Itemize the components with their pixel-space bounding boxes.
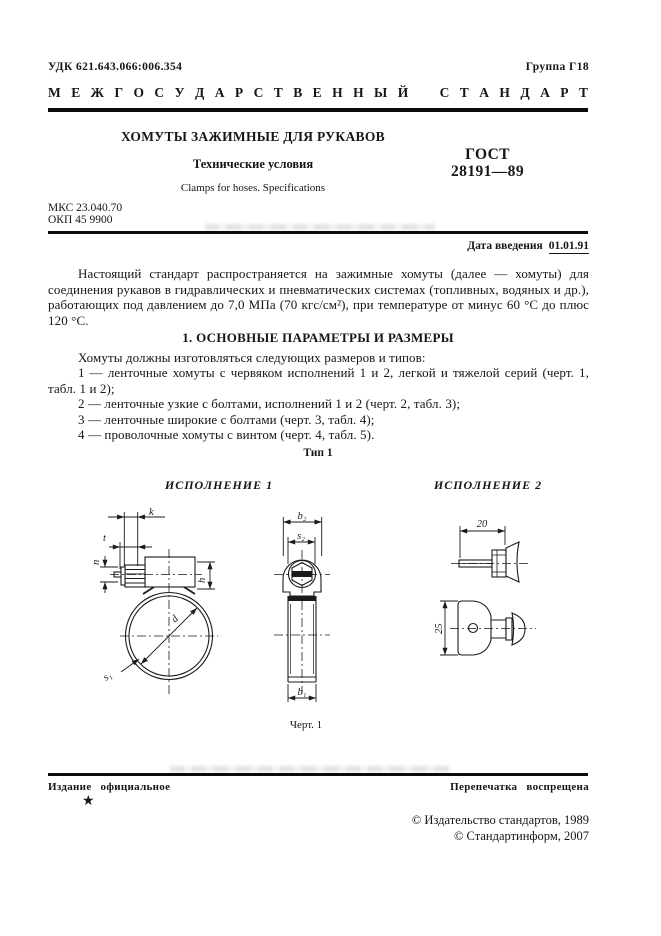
gost-designation-number: 28191—89: [451, 163, 524, 180]
udk-code: УДК 621.643.066:006.354: [48, 61, 183, 73]
mks-code: МКС 23.040.70: [48, 202, 123, 214]
screw-collar: [121, 567, 125, 585]
cap-front-view: [512, 613, 525, 645]
dim-label-n: n: [91, 559, 102, 565]
dim-label-s1: s₁: [101, 669, 115, 684]
worm-screw: [125, 565, 145, 587]
clamp-type-item-1: 1 — ленточные хомуты с червяком исполнений 1 и 2, легкой и тяжелой серий (черт. 1, табл. 1 и 2);: [48, 365, 589, 396]
top-rule: [48, 108, 588, 112]
scan-ghost-smudge: [170, 766, 450, 772]
dim-label-s2: s₂: [297, 531, 305, 542]
clamp-type-item-4: 4 — проволочные хомуты с винтом (черт. 4, табл. 5).: [78, 427, 375, 443]
enactment-date-label: Дата введения: [467, 240, 543, 252]
wing-head-front-view: [458, 601, 491, 655]
dim-label-25: 25: [434, 623, 445, 634]
section-lead: Хомуты должны изготовляться следующих размеров и типов:: [78, 350, 426, 365]
scan-ghost-smudge: [205, 224, 435, 230]
standard-kind-heading: М Е Ж Г О С У Д А Р С Т В Е Н Н Ы Й С Т А Н Д А Р Т: [48, 85, 588, 100]
clamp-type-item-2: 2 — ленточные узкие с болтами, исполнений 1 и 2 (черт. 2, табл. 3);: [78, 396, 461, 412]
okp-code: ОКП 45 9900: [48, 214, 113, 226]
dim-label-k: k: [149, 507, 154, 518]
document-title: ХОМУТЫ ЗАЖИМНЫЕ ДЛЯ РУКАВОВ: [121, 129, 385, 144]
middle-rule: [48, 231, 588, 234]
dim-label-b1: b₁: [297, 687, 307, 698]
gost-designation-word: ГОСТ: [465, 146, 510, 163]
clamp-side-view-drawing: [92, 503, 222, 708]
star-icon: ★: [82, 794, 95, 809]
section-heading: 1. ОСНОВНЫЕ ПАРАМЕТРЫ И РАЗМЕРЫ: [182, 330, 454, 345]
wing-head-top-view: [506, 542, 519, 582]
copyright-line-2: © Стандартинформ, 2007: [453, 829, 589, 843]
figure-caption: Черт. 1: [289, 719, 323, 731]
bottom-rule: [48, 773, 588, 776]
gost-designation: [430, 146, 545, 180]
dim-label-h: h: [197, 577, 208, 583]
winged-screw-drawing: [434, 510, 546, 660]
clamp-type-item-3: 3 — ленточные широкие с болтами (черт. 3, табл. 4);: [78, 411, 375, 427]
figure-variant1-label: ИСПОЛНЕНИЕ 1: [164, 478, 274, 492]
neck-lines: [491, 618, 506, 640]
dim-label-20: 20: [476, 519, 488, 530]
figure-variant2-label: ИСПОЛНЕНИЕ 2: [433, 478, 543, 492]
clamp-front-view-drawing: [268, 508, 343, 708]
official-edition-label: Издание официальное: [48, 781, 171, 793]
worm-housing: [145, 557, 195, 587]
document-subtitle: Технические условия: [192, 157, 314, 171]
dim-label-b2: b₂: [297, 511, 307, 522]
enactment-date-value: 01.01.91: [548, 240, 589, 252]
dim-label-d: d: [169, 613, 181, 626]
copyright-line-1: © Издательство стандартов, 1989: [411, 813, 589, 827]
figure-type-label: Тип 1: [303, 447, 333, 459]
neck-step: [506, 618, 512, 640]
reprint-forbidden-label: Перепечатка воспрещена: [450, 781, 589, 793]
intro-paragraph: Настоящий стандарт распространяется на зажимные хомуты (далее — хомуты) для соединения рукавов в гидравлических и пневматических системах (топливных, водяных и др.), работающих под давлением до 7,0 МПа (70 кгс/см²), при температуре от минус 60 °С до плюс 120 °С.: [48, 266, 589, 328]
group-label: Группа Г18: [525, 61, 589, 73]
dimension-h: [197, 562, 215, 589]
clamp-type-list: [48, 365, 589, 443]
dim-label-t: t: [103, 533, 106, 544]
enactment-date-line: [467, 240, 589, 252]
document-title-english: Clamps for hoses. Specifications: [180, 182, 326, 194]
